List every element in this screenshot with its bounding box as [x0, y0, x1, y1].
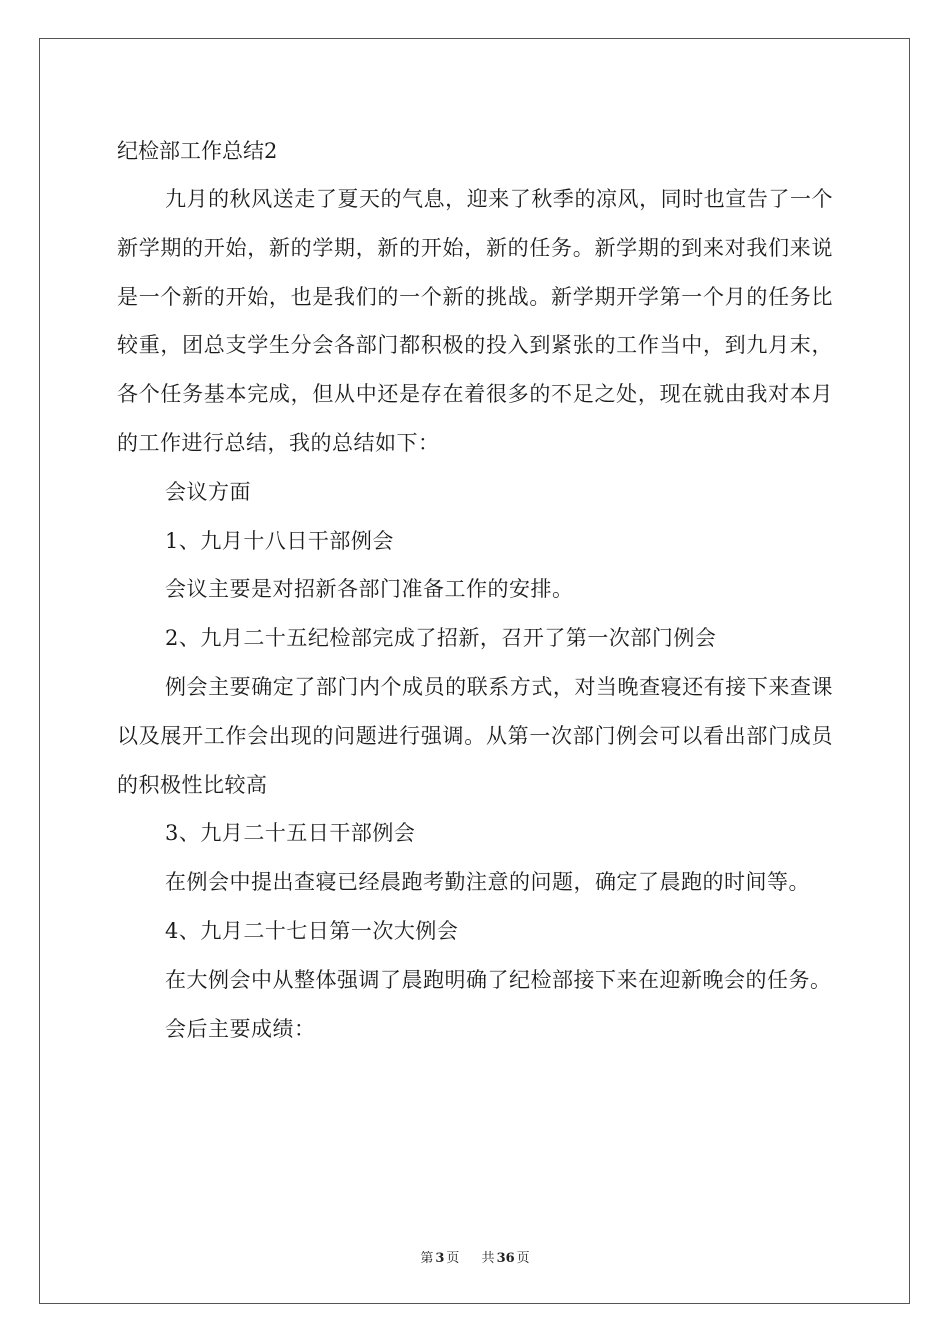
paragraph-item-3: 3、九月二十五日干部例会 — [165, 821, 416, 846]
total-indicator — [480, 1251, 532, 1266]
document-title: 纪检部工作总结2 — [117, 139, 278, 163]
total-pages: 36 — [496, 1251, 515, 1266]
total-suffix: 页 — [516, 1251, 530, 1266]
paragraph-item-2: 2、九月二十五纪检部完成了招新，召开了第一次部门例会 — [165, 626, 717, 651]
page-footer — [0, 1247, 950, 1266]
paragraph-results-heading: 会后主要成绩： — [165, 1016, 316, 1041]
paragraph-item-2-detail: 例会主要确定了部门内个成员的联系方式，对当晚查寝还有接下来查课以及展开工作会出现的问题进行强调。从第一次部门例会可以看出部门成员的积极性比较高 — [117, 674, 833, 797]
page-prefix: 第 — [420, 1251, 434, 1266]
paragraph-item-3-detail: 在例会中提出查寝已经晨跑考勤注意的问题，确定了晨跑的时间等。 — [165, 870, 810, 895]
page-indicator — [418, 1251, 461, 1266]
paragraph-intro: 九月的秋风送走了夏天的气息，迎来了秋季的凉风，同时也宣告了一个新学期的开始，新的学期，新的开始，新的任务。新学期的到来对我们来说是一个新的开始，也是我们的一个新的挑战。新学期开学第一个月的任务比较重，团总支学生分会各部门都积极的投入到紧张的工作当中，到九月末，各个任务基本完成，但从中还是存在着很多的不足之处，现在就由我对本月的工作进行总结，我的总结如下： — [117, 187, 833, 455]
page-number: 3 — [435, 1251, 445, 1266]
paragraph-item-4-detail: 在大例会中从整体强调了晨跑明确了纪检部接下来在迎新晚会的任务。 — [165, 967, 832, 992]
paragraph-meeting-heading: 会议方面 — [165, 479, 251, 504]
paragraph-item-4: 4、九月二十七日第一次大例会 — [165, 918, 459, 943]
page-suffix: 页 — [446, 1251, 460, 1266]
paragraph-item-1: 1、九月十八日干部例会 — [165, 528, 394, 553]
total-prefix: 共 — [481, 1251, 495, 1266]
paragraph-item-1-detail: 会议主要是对招新各部门准备工作的安排。 — [165, 577, 574, 602]
document-body — [117, 127, 833, 1053]
